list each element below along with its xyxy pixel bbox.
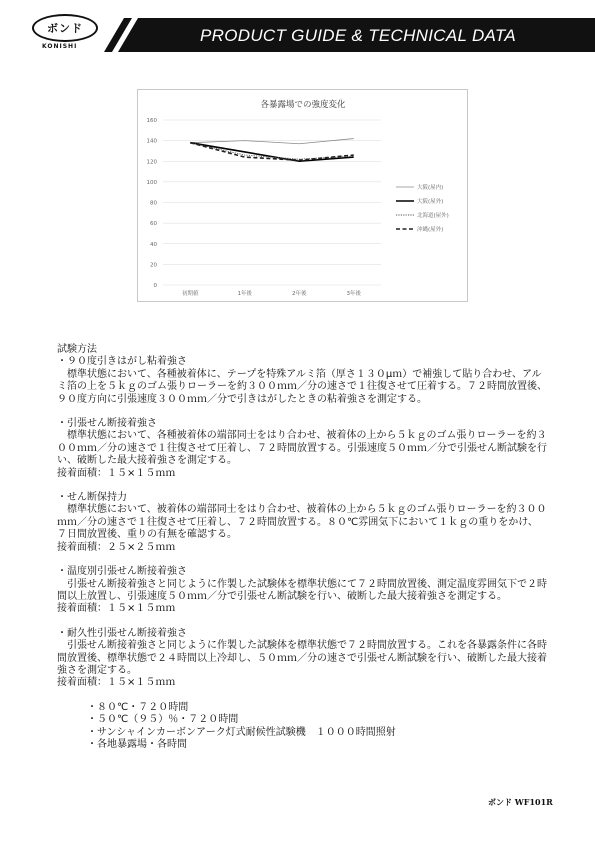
y-tick-label: 100 — [146, 179, 157, 186]
x-tick-label: 初期値 — [181, 291, 199, 297]
section-description: 標準状態において、各種被着体に、テープを特殊アルミ箔（厚さ１３０μｍ）で補強して貼り合わせ、アルミ箔の上を５ｋｇのゴム張りローラーを約３００ｍｍ／分の速さで１往復させて圧着する。７２時間放置後、９０度方向に引張速度３００ｍｍ／分で引きはがしたときの粘着強さを測定する。 — [57, 368, 547, 405]
y-tick-label: 0 — [153, 283, 157, 289]
legend-label: 大阪(屋内) — [417, 185, 444, 191]
bond-area: 接着面積：１５×１５ｍｍ — [57, 677, 176, 689]
legend-label: 沖縄(屋外) — [417, 227, 444, 233]
section-title: ・引張せん断接着強さ — [57, 418, 157, 430]
test-methods — [57, 344, 547, 751]
x-tick-label: 1年後 — [237, 291, 252, 297]
test-method-sections — [57, 356, 547, 689]
section-title: ・温度別引張せん断接着強さ — [57, 566, 187, 578]
section-description: 引張せん断接着強さと同じように作製した試験体を標準状態で７２時間放置する。これを各暴露条件に各時間放置後、標準状態で２４時間以上冷却し、５０ｍｍ／分の速さで引張せん断試験を行い、破断した最大接着強さを測定する。 — [57, 640, 547, 676]
section-title: ・９０度引きはがし粘着強さ — [57, 356, 187, 368]
logo-mark: ボンド — [32, 14, 98, 42]
test-section — [57, 492, 547, 554]
legend-label: 大阪(屋外) — [417, 199, 444, 205]
exposure-condition: ・５０℃（９５）％・７２０時間 — [87, 714, 239, 726]
test-section — [57, 628, 547, 690]
chart-svg — [138, 90, 469, 303]
y-tick-label: 80 — [150, 200, 157, 207]
test-methods-heading: 試験方法 — [57, 344, 97, 355]
product-code: ボンド WF101R — [488, 797, 553, 807]
bond-area: 接着面積：１５×１５ｍｍ — [57, 467, 176, 479]
section-description: 標準状態において、被着体の端部同士をはり合わせ、被着体の上から５ｋｇのゴム張りローラーを約３００ｍｍ／分の速さで１往復させて圧着し、７２時間放置する。８０℃雰囲気下において１ｋｇの重りをかけ、７日間放置後、重りの有無を確認する。 — [57, 504, 547, 541]
x-tick-label: 2年後 — [292, 291, 307, 297]
test-section — [57, 356, 547, 406]
exposure-condition: ・８０℃・７２０時間 — [87, 701, 189, 713]
exposure-condition: ・サンシャインカーボンアーク灯式耐候性試験機 １０００時間照射 — [87, 726, 396, 738]
konishi-bond-logo — [32, 14, 102, 54]
section-title: ・せん断保持力 — [57, 492, 127, 504]
section-title: ・耐久性引張せん断接着強さ — [57, 627, 187, 639]
y-tick-label: 60 — [150, 221, 157, 228]
logo-subtext: KONISHI — [42, 43, 78, 50]
y-tick-label: 20 — [150, 262, 157, 269]
strength-chart — [137, 89, 468, 302]
x-tick-label: 3年後 — [346, 291, 361, 297]
chart-title: 各暴露場での強度変化 — [260, 100, 346, 110]
test-section — [57, 566, 547, 616]
series-line — [190, 139, 354, 144]
bond-area: 接着面積：２５×２５ｍｍ — [57, 541, 176, 553]
y-tick-label: 140 — [146, 138, 157, 145]
series-line — [190, 143, 354, 162]
bond-area: 接着面積：１５×１５ｍｍ — [57, 603, 176, 615]
test-section — [57, 418, 547, 480]
legend-label: 北海道(屋外) — [417, 213, 449, 219]
series-line — [190, 143, 354, 161]
section-description: 標準状態において、各種被着体の端部同士をはり合わせ、被着体の上から５ｋｇのゴム張りローラーを約３００ｍｍ／分の速さで１往復させて圧着し、７２時間放置する。引張速度５０ｍｍ／分で引張せん断試験を行い、破断した最大接着強さを測定する。 — [57, 430, 547, 467]
page-title: PRODUCT GUIDE & TECHNICAL DATA — [200, 26, 516, 45]
section-description: 引張せん断接着強さと同じように作製した試験体を標準状態にて７２時間放置後、測定温度雰囲気下で２時間以上放置し、引張速度５０ｍｍ／分で引張せん断試験を行い、破断した最大接着強さを測定する。 — [57, 578, 547, 602]
y-tick-label: 120 — [146, 159, 157, 166]
y-tick-label: 160 — [146, 118, 157, 124]
exposure-conditions-list — [57, 702, 547, 752]
y-tick-label: 40 — [150, 241, 157, 248]
exposure-condition: ・各地暴露場・各時間 — [87, 738, 187, 750]
